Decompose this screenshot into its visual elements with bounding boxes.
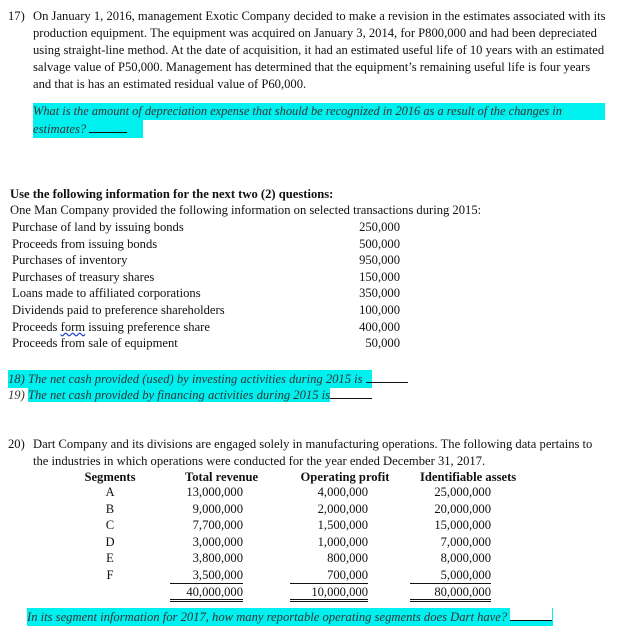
header-segments: Segments: [84, 470, 136, 484]
transaction-label: [12, 219, 184, 236]
q19-number: 19): [8, 388, 25, 402]
segment-name: B: [105, 501, 115, 516]
label-text: Dividends paid to preference shareholders: [12, 303, 225, 317]
label-text: Proceeds from issuing bonds: [12, 236, 158, 251]
q17-question-line2: [33, 120, 143, 138]
answer-blank[interactable]: [330, 386, 372, 399]
header-operating-profit: Operating profit: [300, 470, 390, 484]
info-intro: One Man Company provided the following information on selected transactions during 2015:: [10, 203, 482, 217]
total-revenue: 13,000,000: [186, 485, 243, 499]
q17-line: On January 1, 2016, management Exotic Company decided to make a revision in the estimates associated with its: [33, 9, 606, 23]
segment-name: C: [105, 518, 115, 533]
label-text: issuing preference share: [85, 319, 210, 334]
header-total-revenue: Total revenue: [185, 470, 259, 484]
segment-name: F: [106, 568, 114, 582]
transaction-value: 350,000: [359, 286, 400, 301]
total-total-revenue: 40,000,000: [170, 585, 243, 602]
q18-number: 18): [8, 372, 25, 386]
identifiable-assets: 15,000,000: [434, 518, 491, 533]
q20-line: Dart Company and its divisions are engaged solely in manufacturing operations. The following data pertains to: [33, 437, 593, 451]
transaction-label: [12, 252, 127, 269]
label-text: Proceeds from sale of equipment: [12, 336, 178, 351]
q17-question: What is the amount of depreciation expense that should be recognized in 2016 as a result of the changes in: [33, 103, 605, 120]
q20-question: [27, 608, 553, 626]
label-text: Purchases of treasury shares: [12, 269, 155, 284]
label-text: Purchases of inventory: [12, 253, 128, 268]
total-revenue: 9,000,000: [192, 501, 243, 516]
operating-profit: 1,000,000: [317, 534, 368, 549]
q18-text: The net cash provided (used) by investing activities during 2015 is: [27, 372, 363, 386]
operating-profit: 2,000,000: [317, 501, 368, 516]
transaction-value: 400,000: [359, 319, 400, 334]
q17-line: and that is has an estimated residual value of P60,000.: [33, 77, 307, 91]
label-text: Proceeds: [12, 319, 61, 334]
info-heading: Use the following information for the next two (2) questions:: [10, 187, 334, 201]
transaction-value: 100,000: [359, 303, 400, 317]
total-revenue: 3,000,000: [192, 534, 243, 549]
header-identifiable-assets: Identifiable assets: [420, 470, 517, 484]
q20-number: 20): [8, 437, 25, 451]
segment-name: E: [106, 551, 114, 566]
q19: [8, 386, 372, 404]
label-text: Loans made to affiliated corporations: [12, 286, 201, 301]
q20-question-text: In its segment information for 2017, how many reportable operating segments does Dart have?: [27, 610, 508, 624]
total-operating-profit: 10,000,000: [290, 585, 368, 602]
transaction-value: 950,000: [359, 253, 400, 268]
transaction-label: [12, 302, 225, 319]
q17-number: 17): [8, 9, 25, 23]
transaction-label: [12, 236, 157, 253]
identifiable-assets: 7,000,000: [440, 534, 491, 549]
q17-line: production equipment. The equipment was acquired on January 3, 2014, for P800,000 and had been depreciated: [33, 26, 597, 40]
operating-profit: 1,500,000: [317, 518, 368, 533]
identifiable-assets: 5,000,000: [410, 568, 491, 584]
identifiable-assets: 25,000,000: [434, 485, 491, 499]
transaction-label: [12, 319, 210, 336]
q17-line: using straight-line method. At the date of acquisition, it had an estimated useful life of 10 years with an estimated: [33, 43, 605, 57]
segment-name: D: [105, 534, 115, 549]
operating-profit: 4,000,000: [317, 485, 368, 499]
total-revenue: 7,700,000: [192, 518, 243, 533]
transaction-value: 150,000: [359, 269, 400, 284]
transaction-value: 500,000: [359, 236, 400, 251]
transaction-label: [12, 335, 178, 352]
q17-question-text: estimates?: [33, 122, 87, 136]
answer-blank[interactable]: [366, 370, 408, 383]
identifiable-assets: 20,000,000: [434, 501, 491, 516]
segment-name: A: [105, 485, 115, 499]
q20-line: the industries in which operations were conducted for the year ended December 31, 2017.: [33, 454, 486, 468]
total-revenue: 3,500,000: [170, 568, 243, 584]
transaction-label: [12, 285, 201, 302]
total-revenue: 3,800,000: [192, 551, 243, 566]
total-identifiable-assets: 80,000,000: [410, 585, 491, 602]
operating-profit: 700,000: [290, 568, 368, 584]
transaction-value: 50,000: [365, 336, 400, 351]
answer-blank[interactable]: [510, 608, 552, 621]
transaction-label: [12, 269, 154, 286]
label-text: Purchase of land by issuing bonds: [12, 220, 184, 234]
answer-blank[interactable]: [89, 120, 127, 133]
misspelled-word: form: [60, 319, 86, 334]
transaction-value: 250,000: [359, 220, 400, 234]
q17-line: salvage value of P50,000. Management has determined that the equipment’s remaining useful life is four years: [33, 60, 591, 74]
identifiable-assets: 8,000,000: [440, 551, 491, 566]
operating-profit: 800,000: [327, 551, 368, 566]
q19-text: The net cash provided by financing activities during 2015 is: [27, 388, 331, 402]
